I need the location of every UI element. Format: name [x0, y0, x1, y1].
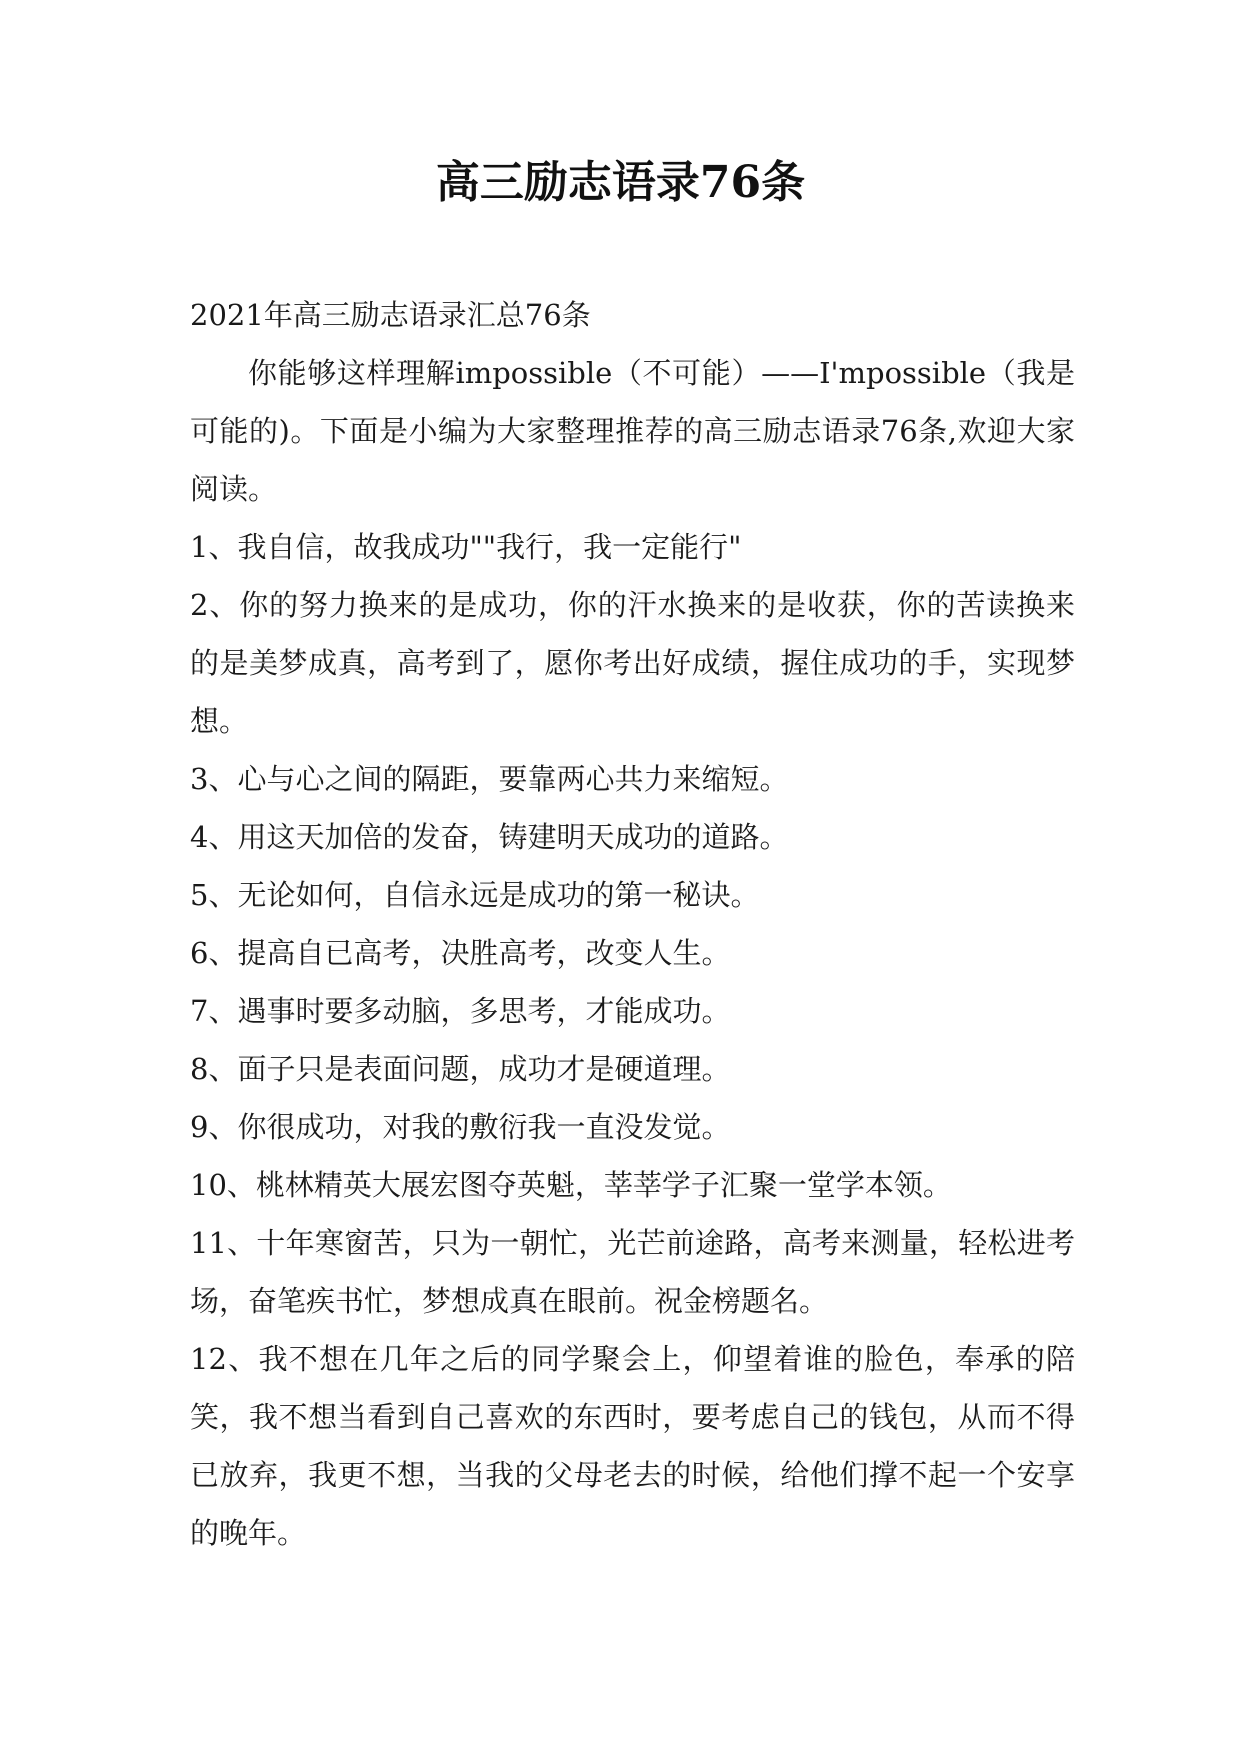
quote-paragraph-6: 6、提高自已高考，决胜高考，改变人生。 — [190, 936, 731, 970]
quote-paragraph-3: 3、心与心之间的隔距，要靠两心共力来缩短。 — [190, 762, 789, 796]
document-title: 高三励志语录76条 — [435, 157, 806, 208]
subtitle-paragraph: 2021年高三励志语录汇总76条 — [190, 298, 591, 332]
document-body — [190, 286, 1075, 1562]
quote-paragraph-2: 2、你的努力换来的是成功，你的汗水换来的是收获，你的苦读换来的是美梦成真，高考到了，愿你考出好成绩，握住成功的手，实现梦想。 — [190, 588, 1075, 738]
quote-paragraph-12: 12、我不想在几年之后的同学聚会上，仰望着谁的脸色，奉承的陪笑，我不想当看到自己喜欢的东西时，要考虑自己的钱包，从而不得已放弃，我更不想，当我的父母老去的时候，给他们撑不起一个安享的晚年。 — [190, 1342, 1075, 1550]
quote-paragraph-9: 9、你很成功，对我的敷衍我一直没发觉。 — [190, 1110, 731, 1144]
quote-paragraph-7: 7、遇事时要多动脑，多思考，才能成功。 — [190, 994, 731, 1028]
quote-paragraph-10: 10、桃林精英大展宏图夺英魁，莘莘学子汇聚一堂学本领。 — [190, 1168, 952, 1202]
intro-paragraph: 你能够这样理解impossible（不可能）——I'mpossible（我是可能的)。下面是小编为大家整理推荐的高三励志语录76条,欢迎大家阅读。 — [190, 356, 1075, 506]
quote-paragraph-5: 5、无论如何，自信永远是成功的第一秘诀。 — [190, 878, 760, 912]
quote-paragraph-4: 4、用这天加倍的发奋，铸建明天成功的道路。 — [190, 820, 789, 854]
quote-paragraph-11: 11、十年寒窗苦，只为一朝忙，光芒前途路，高考来测量，轻松进考场，奋笔疾书忙，梦想成真在眼前。祝金榜题名。 — [190, 1226, 1075, 1318]
quote-paragraph-1: 1、我自信，故我成功""我行，我一定能行" — [190, 530, 742, 564]
quote-paragraph-8: 8、面子只是表面问题，成功才是硬道理。 — [190, 1052, 731, 1086]
